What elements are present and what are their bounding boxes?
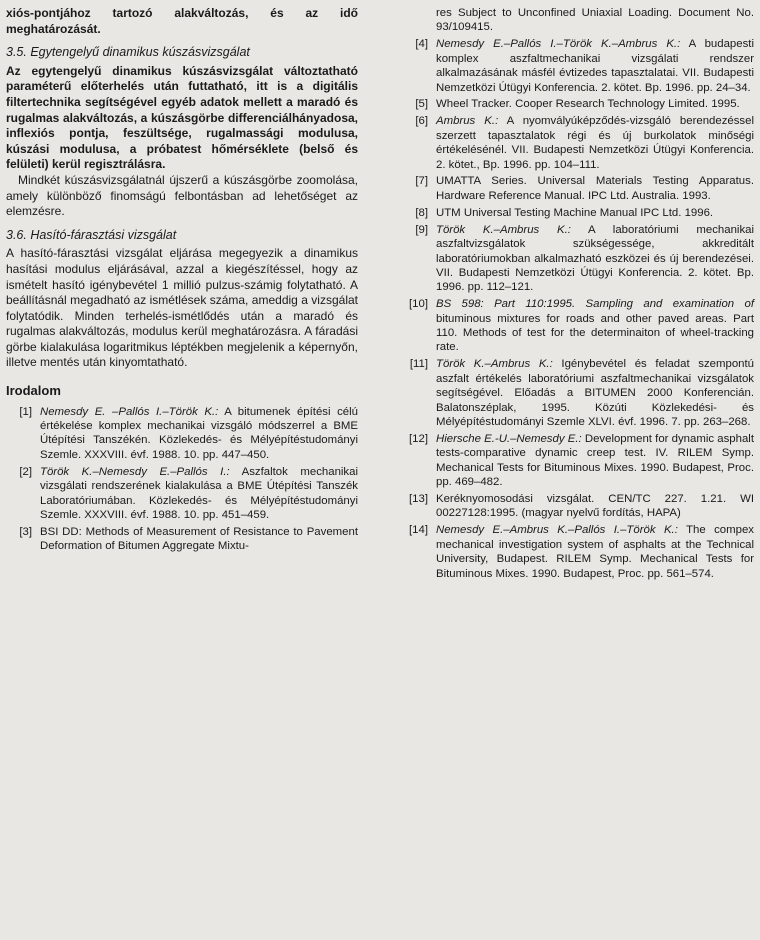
reference-number: [3]	[19, 525, 32, 538]
reference-number: [9]	[415, 223, 428, 236]
reference-author: Hiersche E.-U.–Nemesdy E.:	[436, 432, 582, 445]
reference-author: Török K.–Ambrus K.:	[436, 358, 553, 371]
reference-item	[406, 114, 754, 172]
reference-text	[40, 405, 358, 463]
reference-text	[436, 174, 754, 203]
reference-body: BSI DD: Methods of Measurement of Resistance to Pavement Deformation of Bitumen Aggregate Mixtu-	[40, 525, 358, 553]
reference-author: Nemesdy E.–Ambrus K.–Pallós I.–Török K.:	[436, 524, 678, 537]
left-column	[6, 6, 358, 556]
reference-body: Igénybevétel és feladat szempontú aszfalt értékelés laboratóriumi aszfaltmechanikai vizsgálatok segítségével. Előadás a BITUMEN 2000 Konferencián. Balatonszéplak, 1995. Közúti Közlekedési- és Mélyépítéstudományi Szemle XLVI. évf. 1996. 7. pp. 263–268.	[436, 358, 755, 428]
reference-author: BS 598: Part 110:1995. Sampling and examination of	[436, 298, 754, 311]
reference-text	[436, 492, 754, 521]
reference-body: Wheel Tracker. Cooper Research Technology Limited. 1995.	[436, 98, 740, 111]
reference-continuation	[406, 6, 754, 35]
reference-item	[406, 97, 754, 111]
reference-body: The compex mechanical investigation system of asphalts at the Technical University, Budapest. RILEM Symp. Mechanical Tests for Bituminous Mixes. 1990. Budapest, Proc. pp. 561–574.	[436, 524, 754, 580]
reference-number: [4]	[415, 38, 428, 51]
reference-item	[406, 174, 754, 203]
reference-author: Ambrus K.:	[436, 115, 499, 128]
reference-text	[436, 523, 754, 581]
reference-text	[436, 357, 754, 429]
reference-number: [14]	[409, 524, 428, 537]
reference-item	[406, 223, 754, 295]
reference-text	[436, 114, 754, 172]
reference-body: A budapesti komplex aszfaltmechanikai vizsgálati rendszer alkalmazásának másfél évtizedes tapasztalatai. VII. Budapesti Nemzetközi Útügyi Konferencia. 2. kötet. Bp. 1996. pp. 24–34.	[436, 38, 754, 94]
reference-text	[436, 223, 754, 295]
reference-body: bituminous mixtures for roads and other paved areas. Part 110. Methods of test for the determinaiton of wheel-tracking rate.	[436, 312, 754, 354]
reference-body: A bitumenek építési célú értékelése komplex mechanikai vizsgáló módszerrel a BME Útépítési Tanszékén. Közlekedés- és Mélyépítéstudományi Szemle. XXXVIII. évf. 1988. 10. pp. 447–450.	[40, 405, 358, 461]
references-title: Irodalom	[6, 383, 61, 399]
reference-number: [6]	[415, 115, 428, 128]
reference-author: Török K.–Nemesdy E.–Pallós I.:	[40, 465, 230, 478]
section-3-5-title: 3.5. Egytengelyű dinamikus kúszásvizsgálat	[6, 45, 250, 60]
paragraph-3-6: A hasító-fárasztási vizsgálat eljárása megegyezik a dinamikus hasítási modulus eljárásával, azzal a kiegészítéssel, hogy az ismételt hasító igénybevétel 1 millió pulzus-számig folytatható. A beállításnál megadható az ismétlések száma, ameddig a vizsgálat folytatódik. Minden terhelés-ismétlődés után a maradó és rugalmas alakváltozás, modulus kerül meghatározásra. A fáradási görbe kialakulása logaritmikus léptékben megjelenik a képernyőn, illetve mentés után kinyomtatható.	[6, 246, 358, 370]
reference-item	[406, 297, 754, 355]
reference-text	[436, 37, 754, 95]
right-column	[406, 6, 754, 583]
reference-author: Nemesdy E.–Pallós I.–Török K.–Ambrus K.:	[436, 38, 681, 51]
reference-item	[406, 37, 754, 95]
reference-body: A laboratóriumi mechanikai aszfaltvizsgálatok szükségessége, akkreditált laboratóriumokban alkalmazható eszközei és új berendezései. VII. Budapesti Nemzetközi Útügyi Konferencia. 2. kötet. Bp. 1996. pp. 112–121.	[436, 223, 755, 294]
section-3-6-title: 3.6. Hasító-fárasztási vizsgálat	[6, 227, 177, 242]
reference-item	[6, 465, 358, 523]
reference-number: [13]	[409, 493, 428, 505]
references-list-left	[6, 405, 358, 554]
reference-item	[406, 357, 754, 429]
reference-number: [11]	[409, 358, 428, 371]
reference-author: Nemesdy E. –Pallós I.–Török K.:	[40, 405, 219, 418]
reference-text	[436, 297, 754, 355]
reference-body: UTM Universal Testing Machine Manual IPC Ltd. 1996.	[436, 206, 714, 219]
reference-text	[40, 465, 358, 523]
references-list-right	[406, 6, 754, 581]
paragraph-top: xiós-pontjához tartozó alakváltozás, és az idő meghatározását.	[6, 6, 358, 36]
reference-body: Keréknyomosodási vizsgálat. CEN/TC 227. 1.21. WI 00227128:1995. (magyar nyelvű fordítás, HAPA)	[436, 493, 754, 520]
reference-text: res Subject to Unconfined Uniaxial Loading. Document No. 93/109415.	[436, 7, 754, 34]
reference-item	[6, 525, 358, 554]
reference-number: [5]	[415, 98, 428, 111]
reference-number: [8]	[415, 206, 428, 219]
reference-number: [1]	[19, 405, 32, 418]
reference-item	[6, 405, 358, 463]
reference-item	[406, 432, 754, 490]
reference-number: [12]	[409, 432, 428, 445]
reference-body: Development for dynamic asphalt tests-comparative dynamic creep test. IV. RILEM Symp. Mechanical Tests for Bituminous Mixes. 1990. Budapest, Proc. pp. 469–482.	[436, 432, 754, 489]
paragraph-3-5-2: Mindkét kúszásvizsgálatnál újszerű a kúszásgörbe zoomolása, amely különböző finomságú felbontásban ad lehetőséget az elemzésre.	[6, 172, 358, 219]
reference-body: UMATTA Series. Universal Materials Testing Apparatus. Hardware Reference Manual. IPC Ltd. Australia. 1993.	[436, 175, 754, 202]
reference-number: [7]	[415, 175, 428, 188]
reference-text	[40, 525, 358, 554]
reference-number: [2]	[19, 465, 32, 478]
reference-text	[436, 206, 754, 220]
reference-body: A nyomvályúképződés-vizsgáló berendezéssel szerzett tapasztalatok régi és új burkolatok minőségi értékelésénél. VII. Budapesti Nemzetközi Útügyi Konferencia. 2. kötet., Bp. 1996. pp. 104–111.	[436, 115, 754, 171]
reference-number: [10]	[409, 298, 428, 311]
reference-author: Török K.–Ambrus K.:	[436, 223, 571, 236]
reference-item	[406, 206, 754, 220]
reference-text	[436, 97, 754, 111]
reference-item	[406, 523, 754, 581]
reference-body: Aszfaltok mechanikai vizsgálati rendszerének kialakulása a BME Útépítési Tanszék Laboratóriumában. Közlekedés- és Mélyépítéstudományi Szemle. XXXVIII. évf. 1988. 10. pp. 451–459.	[40, 465, 358, 521]
reference-text	[436, 432, 754, 490]
reference-item	[406, 492, 754, 521]
paragraph-3-5-1: Az egytengelyű dinamikus kúszásvizsgálat változtatható paraméterű előterhelés után futtatható, itt is a digitális filtertechnika segítségével egyéb adatok mellett a maradó és rugalmas alakváltozás, a kúszásgörbe differenciálhányadosa, inflexiós pontja, feszültsége, rugalmassági modulusa, kúszási modulusa, a próbatest hőmérséklete (belső és felületi) kerül regisztrálásra.	[6, 63, 358, 172]
